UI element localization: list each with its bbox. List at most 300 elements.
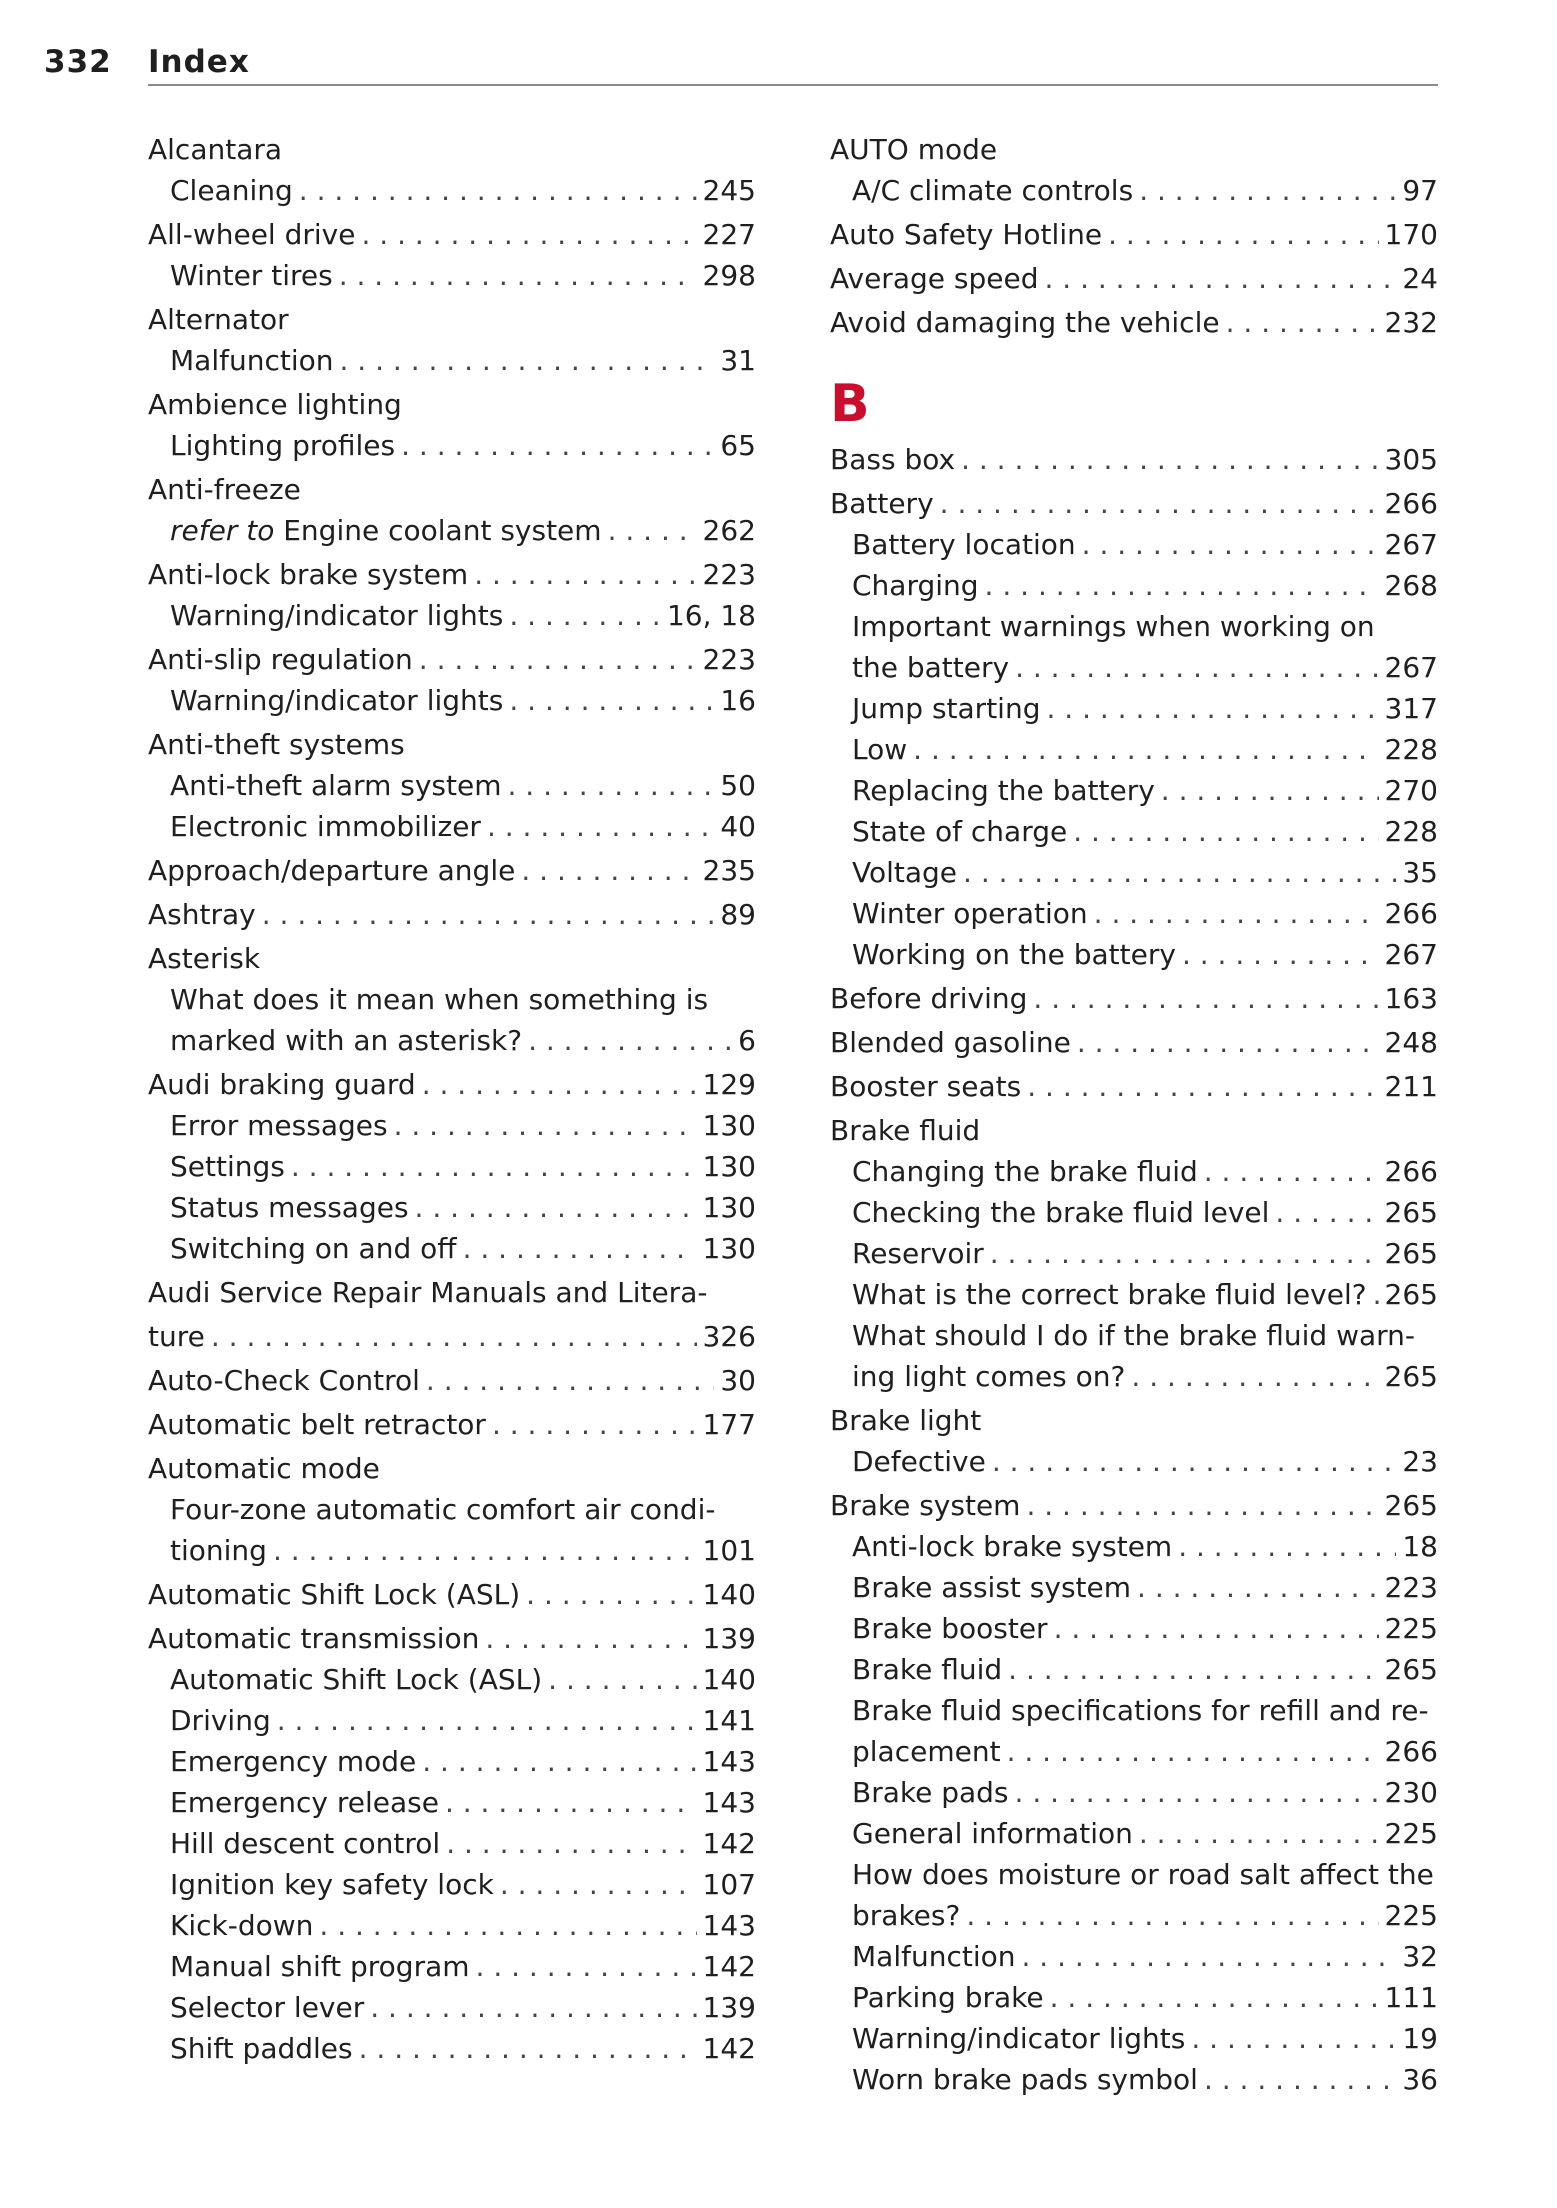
entry-term-text: Brake fluid	[852, 1653, 1003, 1686]
dot-leader	[1226, 302, 1379, 343]
dot-leader	[370, 1987, 696, 2028]
page-reference: 35	[1402, 856, 1438, 889]
entry-term-text: Status messages	[170, 1191, 409, 1224]
index-subentry	[148, 255, 756, 296]
index-subentry	[830, 1608, 1438, 1649]
page-reference: 30	[720, 1364, 756, 1397]
index-entry	[148, 1618, 756, 1659]
dot-leader	[608, 510, 697, 551]
dot-leader	[1050, 1977, 1379, 2018]
index-subentry	[148, 1864, 756, 1905]
dot-leader	[273, 1530, 697, 1571]
index-heading: Brake fluid specifications for refill and re-	[852, 1694, 1429, 1727]
entry-term	[852, 1772, 1009, 1813]
index-subentry	[148, 1987, 756, 2028]
entry-term-text: Malfunction	[852, 1940, 1016, 1973]
index-subentry	[148, 765, 756, 806]
entry-term	[148, 850, 515, 891]
entry-term-text: Voltage	[852, 856, 958, 889]
entry-term	[852, 770, 1155, 811]
entry-term	[852, 524, 1076, 565]
page-reference: 50	[720, 769, 756, 802]
entry-term	[852, 1192, 1269, 1233]
index-heading: Asterisk	[148, 942, 261, 975]
page-number: 332	[44, 44, 112, 80]
dot-leader	[359, 2028, 697, 2069]
dot-leader	[1108, 214, 1378, 255]
index-heading: Automatic mode	[148, 1452, 380, 1485]
entry-term	[148, 1618, 479, 1659]
page-reference: 142	[702, 1827, 756, 1860]
index-subentry	[830, 565, 1438, 606]
entry-term-text: Electronic immobilizer	[170, 810, 481, 843]
page-reference: 223	[702, 643, 756, 676]
page-reference: 298	[702, 259, 756, 292]
page-reference: 225	[1384, 1899, 1438, 1932]
index-subentry	[148, 425, 756, 466]
entry-term	[852, 1441, 986, 1482]
dot-leader	[500, 1864, 697, 1905]
entry-term	[170, 765, 501, 806]
entry-term-text: Average speed	[830, 262, 1039, 295]
index-subentry	[148, 806, 756, 847]
page-reference: 225	[1384, 1817, 1438, 1850]
entry-term-text: Driving	[170, 1704, 271, 1737]
page-reference: 142	[702, 1950, 756, 1983]
entry-term-text: General information	[852, 1817, 1133, 1850]
entry-term	[830, 1022, 1071, 1063]
index-subentry	[830, 893, 1438, 934]
index-heading: AUTO mode	[830, 133, 998, 166]
index-entry	[830, 214, 1438, 255]
page-reference: 143	[702, 1786, 756, 1819]
index-subentry	[148, 1228, 756, 1269]
entry-term-text: Hill descent control	[170, 1827, 441, 1860]
entry-term-text: Switching on and off	[170, 1232, 457, 1265]
entry-term	[852, 1526, 1172, 1567]
dot-leader	[361, 214, 696, 255]
entry-term	[852, 2059, 1198, 2100]
page-reference: 19	[1402, 2022, 1438, 2055]
header-rule	[148, 84, 1438, 86]
entry-term	[170, 1700, 271, 1741]
dot-leader	[339, 255, 697, 296]
page-reference: 266	[1384, 1735, 1438, 1768]
page-reference: 223	[702, 558, 756, 591]
entry-term-text: Brake assist system	[852, 1571, 1132, 1604]
dot-leader	[1182, 934, 1379, 975]
page-reference: 228	[1384, 815, 1438, 848]
dot-leader	[966, 1895, 1378, 1936]
dot-leader	[1046, 688, 1378, 729]
entry-term-text: Charging	[852, 569, 979, 602]
entry-term-text: Shift paddles	[170, 2032, 353, 2065]
dot-leader	[509, 595, 661, 636]
entry-term-text: Winter operation	[852, 897, 1088, 930]
dot-leader	[1094, 893, 1379, 934]
page-reference: 211	[1384, 1070, 1438, 1103]
entry-term-text: Auto-Check Control	[148, 1364, 420, 1397]
entry-term	[830, 214, 1102, 255]
entry-term	[170, 425, 395, 466]
entry-term	[830, 483, 934, 524]
entry-term-text: What is the correct brake fluid level?	[852, 1278, 1367, 1311]
page-reference: 130	[702, 1109, 756, 1142]
entry-term	[830, 258, 1038, 299]
entry-term-text: Ashtray	[148, 898, 256, 931]
index-subentry	[830, 1274, 1438, 1315]
dot-leader	[299, 170, 697, 211]
page-reference: 140	[702, 1663, 756, 1696]
entry-term	[852, 1274, 1367, 1315]
dot-leader	[446, 1823, 696, 1864]
entry-term	[852, 1151, 1198, 1192]
page-reference: 265	[1384, 1237, 1438, 1270]
dot-leader	[415, 1187, 697, 1228]
entry-term-text: Jump starting	[852, 692, 1041, 725]
index-subentry	[148, 1530, 756, 1571]
index-subentry	[830, 1567, 1438, 1608]
page-reference: 245	[702, 174, 756, 207]
dot-leader	[1373, 1274, 1379, 1315]
index-heading: Alcantara	[148, 133, 283, 166]
page-reference: 89	[720, 898, 756, 931]
index-subentry	[148, 1187, 756, 1228]
page-reference: 230	[1384, 1776, 1438, 1809]
index-entry	[830, 1485, 1438, 1526]
dot-leader	[394, 1105, 697, 1146]
entry-term	[148, 1404, 486, 1445]
entry-term-text: Defective	[852, 1445, 986, 1478]
page-reference: 266	[1384, 897, 1438, 930]
page-reference: 232	[1384, 306, 1438, 339]
index-subentry	[830, 1772, 1438, 1813]
index-heading: Brake light	[830, 1404, 982, 1437]
entry-term	[170, 1659, 542, 1700]
dot-leader	[1191, 2018, 1396, 2059]
entry-term	[170, 680, 503, 721]
entry-term	[148, 1064, 416, 1105]
dot-leader	[1131, 1356, 1378, 1397]
dot-leader	[487, 806, 714, 847]
index-subentry	[148, 1782, 756, 1823]
page-reference: 262	[702, 514, 756, 547]
entry-term-text: Manual shift program	[170, 1950, 470, 1983]
index-subentry	[830, 811, 1438, 852]
index-subentry	[830, 1977, 1438, 2018]
page-reference: 267	[1384, 528, 1438, 561]
index-subentry	[148, 1659, 756, 1700]
index-entry	[830, 439, 1438, 480]
index-entry	[830, 302, 1438, 343]
entry-term	[148, 1360, 420, 1401]
page-reference: 223	[1384, 1571, 1438, 1604]
entry-term	[170, 510, 602, 551]
entry-term	[852, 893, 1088, 934]
dot-leader	[1007, 1731, 1379, 1772]
entry-term-text: Replacing the battery	[852, 774, 1155, 807]
entry-term	[852, 565, 979, 606]
dot-leader	[463, 1228, 697, 1269]
entry-term-text: Winter tires	[170, 259, 333, 292]
dot-leader	[211, 1316, 697, 1357]
index-subentry	[830, 1233, 1438, 1274]
entry-term-text: Brake pads	[852, 1776, 1009, 1809]
entry-term-text: Emergency mode	[170, 1745, 417, 1778]
page-reference: 265	[1384, 1489, 1438, 1522]
dot-leader	[1137, 1567, 1379, 1608]
page-reference: 139	[702, 1622, 756, 1655]
index-subentry	[148, 1700, 756, 1741]
dot-leader	[913, 729, 1378, 770]
dot-leader	[990, 1233, 1379, 1274]
entry-term	[852, 1731, 1001, 1772]
entry-term	[830, 978, 1027, 1019]
dot-leader	[1082, 524, 1379, 565]
page-reference: 101	[702, 1534, 756, 1567]
page-reference: 130	[702, 1191, 756, 1224]
page-reference: 107	[702, 1868, 756, 1901]
entry-term-text: Bass box	[830, 443, 956, 476]
entry-term	[148, 554, 468, 595]
dot-leader	[509, 680, 714, 721]
entry-term-text: Worn brake pads symbol	[852, 2063, 1198, 2096]
index-heading: What does it mean when something is	[170, 983, 709, 1016]
entry-term-text: placement	[852, 1735, 1001, 1768]
entry-term	[852, 647, 1009, 688]
entry-term	[852, 1813, 1133, 1854]
dot-leader	[548, 1659, 696, 1700]
page-reference: 265	[1384, 1278, 1438, 1311]
dot-leader	[426, 1360, 714, 1401]
entry-term	[830, 302, 1220, 343]
entry-term	[852, 729, 907, 770]
index-subentry	[148, 1823, 756, 1864]
index-subentry	[830, 934, 1438, 975]
page-reference: 265	[1384, 1653, 1438, 1686]
page-reference: 265	[1384, 1360, 1438, 1393]
dot-leader	[1139, 1813, 1379, 1854]
dot-leader	[1077, 1022, 1379, 1063]
entry-term	[148, 639, 413, 680]
dot-leader	[1073, 811, 1378, 852]
entry-term-text: ing light comes on?	[852, 1360, 1126, 1393]
entry-term-text: Approach/departure angle	[148, 854, 516, 887]
entry-term	[852, 1567, 1131, 1608]
entry-term-text: Reservoir	[852, 1237, 984, 1270]
entry-term-text: Changing the brake fluid	[852, 1155, 1198, 1188]
entry-term	[148, 894, 256, 935]
index-heading: Ambience lighting	[148, 388, 402, 421]
index-subentry	[830, 524, 1438, 565]
entry-term-text: Automatic Shift Lock (ASL)	[148, 1578, 521, 1611]
entry-term-text: Warning/indicator lights	[170, 684, 504, 717]
page-reference: 142	[702, 2032, 756, 2065]
page-reference: 317	[1384, 692, 1438, 725]
dot-leader	[1161, 770, 1379, 811]
dot-leader	[492, 1404, 697, 1445]
dot-leader	[419, 639, 697, 680]
index-entry	[148, 639, 756, 680]
page-reference: 65	[720, 429, 756, 462]
index-subentry	[148, 1020, 756, 1061]
index-column-right	[830, 126, 1438, 2100]
entry-term	[830, 1066, 1021, 1107]
index-subentry	[148, 1905, 756, 1946]
entry-term-text: ture	[148, 1320, 205, 1353]
page-reference: 266	[1384, 487, 1438, 520]
entry-term-text: Low	[852, 733, 908, 766]
index-entry	[830, 258, 1438, 299]
dot-leader	[1204, 2059, 1396, 2100]
entry-term-text: Booster seats	[830, 1070, 1022, 1103]
page-reference: 326	[702, 1320, 756, 1353]
index-subentry	[830, 1813, 1438, 1854]
page-reference: 130	[702, 1150, 756, 1183]
entry-term	[852, 1356, 1125, 1397]
entry-term	[170, 1864, 494, 1905]
index-subentry	[830, 729, 1438, 770]
page-reference: 16, 18	[666, 599, 756, 632]
index-subentry	[830, 2018, 1438, 2059]
entry-term	[852, 1649, 1002, 1690]
index-subentry	[830, 1356, 1438, 1397]
dot-leader	[1139, 170, 1396, 211]
index-heading: Brake fluid	[830, 1114, 981, 1147]
entry-term	[170, 1823, 440, 1864]
page-reference: 143	[702, 1745, 756, 1778]
entry-term	[830, 1485, 1020, 1526]
dot-leader	[277, 1700, 697, 1741]
entry-term-text: Checking the brake fluid level	[852, 1196, 1270, 1229]
dot-leader	[1054, 1608, 1379, 1649]
page-reference: 270	[1384, 774, 1438, 807]
dot-leader	[526, 1574, 696, 1615]
entry-term	[852, 1895, 960, 1936]
entry-term	[852, 2018, 1185, 2059]
index-entry	[830, 978, 1438, 1019]
page-reference: 267	[1384, 938, 1438, 971]
index-subentry	[830, 852, 1438, 893]
index-subentry	[830, 770, 1438, 811]
index-entry	[148, 894, 756, 935]
entry-term-text: Lighting profiles	[170, 429, 396, 462]
entry-term-text: Anti-slip regulation	[148, 643, 413, 676]
index-entry	[148, 1064, 756, 1105]
index-subentry	[148, 1146, 756, 1187]
index-heading: What should I do if the brake fluid warn-	[852, 1319, 1416, 1352]
entry-term	[170, 1228, 457, 1269]
entry-term	[830, 439, 955, 480]
page-reference: 97	[1402, 174, 1438, 207]
page-reference: 225	[1384, 1612, 1438, 1645]
entry-term-text: Warning/indicator lights	[170, 599, 504, 632]
entry-term	[148, 214, 355, 255]
entry-term-text: Selector lever	[170, 1991, 365, 2024]
entry-term-text: Warning/indicator lights	[852, 2022, 1186, 2055]
entry-term	[852, 934, 1176, 975]
entry-term-text: Cleaning	[170, 174, 293, 207]
dot-leader	[422, 1741, 696, 1782]
entry-term-text: Before driving	[830, 982, 1028, 1015]
entry-term	[852, 1977, 1044, 2018]
entry-term-text: brakes?	[852, 1899, 961, 1932]
index-subentry	[830, 1441, 1438, 1482]
page-reference: 266	[1384, 1155, 1438, 1188]
page-reference: 18	[1402, 1530, 1438, 1563]
entry-term	[148, 1574, 520, 1615]
index-subentry	[830, 170, 1438, 211]
index-letter: B	[830, 374, 870, 434]
index-subentry	[148, 170, 756, 211]
dot-leader	[1178, 1526, 1396, 1567]
entry-term-text: the battery	[852, 651, 1010, 684]
index-subentry	[830, 1936, 1438, 1977]
dot-leader	[985, 565, 1379, 606]
page-reference: 235	[702, 854, 756, 887]
page-reference: 130	[702, 1232, 756, 1265]
page-reference: 16	[720, 684, 756, 717]
index-entry	[148, 1404, 756, 1445]
entry-term	[148, 1316, 205, 1357]
entry-term-text: Avoid damaging the vehicle	[830, 306, 1220, 339]
dot-leader	[474, 554, 696, 595]
page-reference: 228	[1384, 733, 1438, 766]
entry-term	[170, 170, 293, 211]
entry-term-text: Automatic Shift Lock (ASL)	[170, 1663, 543, 1696]
index-subentry	[830, 1731, 1438, 1772]
index-subentry	[148, 340, 756, 381]
index-subentry	[830, 1526, 1438, 1567]
entry-term	[170, 1741, 416, 1782]
index-heading: Audi Service Repair Manuals and Litera-	[148, 1276, 708, 1309]
index-heading: How does moisture or road salt affect the	[852, 1858, 1434, 1891]
page-reference: 24	[1402, 262, 1438, 295]
index-heading: Anti-theft systems	[148, 728, 405, 761]
dot-leader	[528, 1020, 732, 1061]
entry-term-text: Engine coolant system	[274, 514, 602, 547]
entry-term	[170, 595, 503, 636]
entry-term-text: Anti-lock brake system	[852, 1530, 1173, 1563]
dot-leader	[521, 850, 696, 891]
dot-leader	[507, 765, 714, 806]
entry-term-text: marked with an asterisk?	[170, 1024, 523, 1057]
index-heading: Four-zone automatic comfort air condi-	[170, 1493, 716, 1526]
index-subentry	[148, 595, 756, 636]
index-heading: Alternator	[148, 303, 289, 336]
index-subentry	[830, 1192, 1438, 1233]
entry-term	[852, 1233, 984, 1274]
entry-term	[170, 806, 481, 847]
entry-term-text: State of charge	[852, 815, 1068, 848]
dot-leader	[1275, 1192, 1378, 1233]
index-column-left	[148, 126, 756, 2069]
entry-term	[852, 688, 1040, 729]
entry-term	[170, 1987, 364, 2028]
page-reference: 143	[702, 1909, 756, 1942]
index-entry	[148, 1360, 756, 1401]
section-title: Index	[148, 44, 250, 80]
page-reference: 140	[702, 1578, 756, 1611]
page-reference: 265	[1384, 1196, 1438, 1229]
entry-term-text: A/C climate controls	[852, 174, 1134, 207]
index-subentry	[148, 1946, 756, 1987]
entry-term-text: Parking brake	[852, 1981, 1044, 2014]
page-reference: 129	[702, 1068, 756, 1101]
entry-term	[170, 1020, 522, 1061]
index-entry	[148, 850, 756, 891]
index-subentry	[830, 2059, 1438, 2100]
